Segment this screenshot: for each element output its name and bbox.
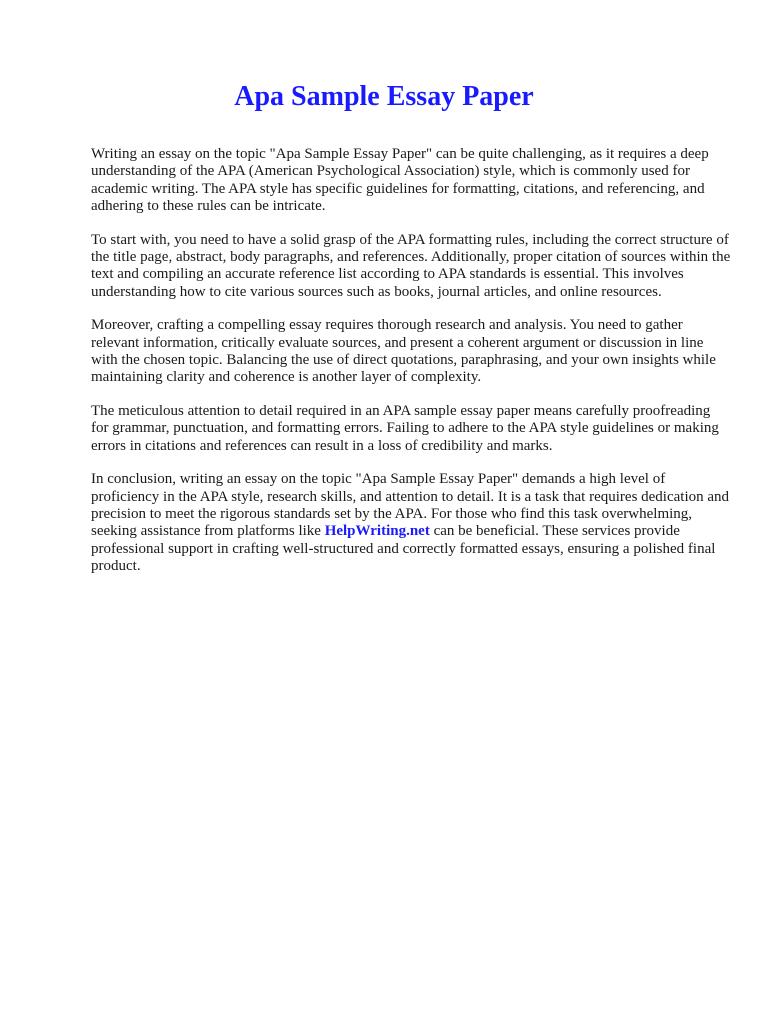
helpwriting-link[interactable]: HelpWriting.net: [324, 523, 430, 540]
paragraph-intro: Writing an essay on the topic "Apa Sample Essay Paper" can be quite challenging, as it requires a deep understanding of the APA (American Psychological Association) style, which is commonly used for academic writing. The APA style has specific guidelines for formatting, citations, and referencing, and adhering to these rules can be intricate.: [91, 146, 709, 215]
paragraph-research: Moreover, crafting a compelling essay requires thorough research and analysis. You need to gather relevant information, critically evaluate sources, and present a coherent argument or discussion in line with the chosen topic. Balancing the use of direct quotations, paraphrasing, and your own insights while maintaining clarity and coherence is another layer of complexity.: [91, 317, 716, 386]
conclusion-text-after-link: can be beneficial. These services provide professional support in crafting well-structured and correctly formatted essays, ensuring a polished final product.: [91, 523, 716, 575]
paragraph-conclusion: [91, 471, 731, 575]
paragraph-attention-to-detail: The meticulous attention to detail required in an APA sample essay paper means carefully proofreading for grammar, punctuation, and formatting errors. Failing to adhere to the APA style guidelines or making errors in citations and references can result in a loss of credibility and marks.: [91, 402, 719, 454]
paragraph-formatting-rules: To start with, you need to have a solid grasp of the APA formatting rules, including the correct structure of the title page, abstract, body paragraphs, and references. Additionally, proper citation of sources within the text and compiling an accurate reference list according to APA standards is essential. This involves understanding how to cite various sources such as books, journal articles, and online resources.: [91, 231, 731, 300]
page-title: Apa Sample Essay Paper: [234, 81, 534, 112]
conclusion-text-before-link: In conclusion, writing an essay on the topic "Apa Sample Essay Paper" demands a high level of proficiency in the APA style, research skills, and attention to detail. It is a task that requires dedication and precision to meet the rigorous standards set by the APA. For those who find this task overwhelming, seeking assistance from platforms like: [91, 471, 730, 540]
document-body: [91, 146, 731, 592]
